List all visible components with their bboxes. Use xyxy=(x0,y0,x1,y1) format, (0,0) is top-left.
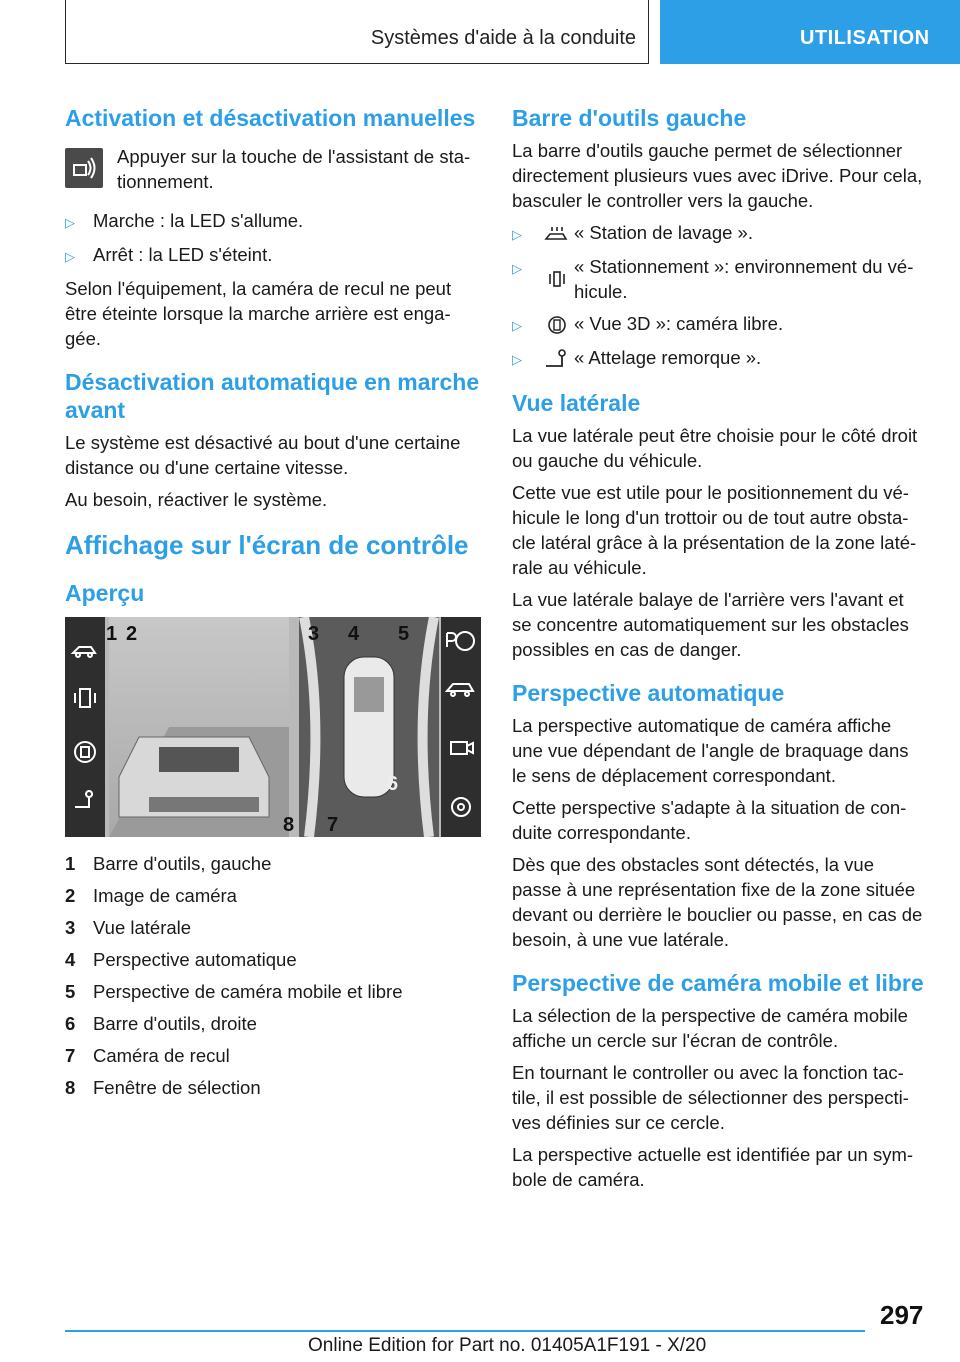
park-assist-button-row xyxy=(65,144,481,194)
activation-text: Appuyer sur la touche de l'assistant de sta-tionnement. xyxy=(117,146,471,192)
section-tab-label: UTILISATION xyxy=(800,27,930,49)
bullet-triangle-icon: ▷ xyxy=(65,215,75,230)
callout-8: 8 xyxy=(283,814,295,836)
callout-2: 2 xyxy=(126,623,138,645)
legend-row: 3 Vue latérale xyxy=(65,917,192,938)
figure-legend xyxy=(65,851,481,1100)
toolbar-text: La barre d'outils gauche permet de sélectionner directement plusieurs vues avec iDrive. Pour cela, basculer le controller vers la gauche. xyxy=(512,140,923,211)
legend-row: 6 Barre d'outils, droite xyxy=(65,1013,257,1034)
callout-7: 7 xyxy=(327,814,339,836)
legend-row: 1 Barre d'outils, gauche xyxy=(65,853,272,874)
callout-4: 4 xyxy=(348,623,360,645)
side-text-3: La vue latérale balaye de l'arrière vers l'avant et se concentre automatiquement sur les obstacles possibles en cas de danger. xyxy=(512,589,909,660)
callout-3: 3 xyxy=(308,623,320,645)
legend-row: 5 Perspective de caméra mobile et libre xyxy=(65,981,403,1002)
bullet-triangle-icon: ▷ xyxy=(65,249,75,264)
side-view-panel xyxy=(299,617,439,837)
trailer-hitch-icon xyxy=(540,345,574,372)
callout-5: 5 xyxy=(398,623,410,645)
chapter-title: Systèmes d'aide à la conduite xyxy=(370,27,636,49)
car-wash-icon xyxy=(540,220,574,247)
parking-sensor-icon xyxy=(540,254,574,304)
auto-text-1: Le système est désactivé au bout d'une certaine distance ou d'une certaine vitesse. xyxy=(65,432,461,478)
mobile-text-1: La sélection de la perspective de caméra mobile affiche un cercle sur l'écran de contrôle. xyxy=(512,1005,908,1051)
heading-auto-deactivation: Désactivation automatique en marche avant xyxy=(65,369,480,423)
heading-mobile-camera: Perspective de caméra mobile et libre xyxy=(512,970,924,996)
heading-side-view: Vue latérale xyxy=(512,390,641,416)
camera-image xyxy=(109,617,289,837)
persp-text-1: La perspective automatique de caméra affiche une vue dépendant de l'angle de braquage dans le sens de déplacement correspondant. xyxy=(512,715,909,786)
side-text-2: Cette vue est utile pour le positionnement du vé-hicule le long d'un trottoir ou de tout autre obsta-cle latéral grâce à la présentation de la zone laté-rale au véhicule. xyxy=(512,482,917,578)
left-toolbar xyxy=(65,617,105,837)
legend-row: 8 Fenêtre de sélection xyxy=(65,1077,261,1098)
legend-row: 4 Perspective automatique xyxy=(65,949,297,970)
heading-overview: Aperçu xyxy=(65,580,145,606)
bullet-triangle-icon: ▷ xyxy=(512,352,522,367)
list-item: ▷ « Attelage remorque ». xyxy=(512,345,927,372)
auto-text-2: Au besoin, réactiver le système. xyxy=(65,489,328,510)
page-number: 297 xyxy=(880,1300,924,1330)
callout-6: 6 xyxy=(387,773,399,795)
camera-display-figure xyxy=(65,617,481,837)
bullet-triangle-icon: ▷ xyxy=(512,318,522,333)
heading-auto-perspective: Perspective automatique xyxy=(512,680,785,706)
list-item: ▷ « Stationnement »: environnement du vé-hicule. xyxy=(512,256,914,302)
persp-text-3: Dès que des obstacles sont détectés, la vue passe à une représentation fixe de la zone située devant ou derrière le bouclier ou passe, en cas de besoin, à une vue latérale. xyxy=(512,854,923,950)
list-item: ▷ Arrêt : la LED s'éteint. xyxy=(65,242,481,269)
side-text-1: La vue latérale peut être choisie pour le côté droit ou gauche du véhicule. xyxy=(512,425,918,471)
3d-view-icon xyxy=(540,311,574,338)
header-frame xyxy=(65,0,649,64)
legend-row: 2 Image de caméra xyxy=(65,885,237,906)
heading-display: Affichage sur l'écran de contrôle xyxy=(65,530,469,560)
camera-note: Selon l'équipement, la caméra de recul ne peut être éteinte lorsque la marche arrière est enga-gée. xyxy=(65,278,452,349)
persp-text-2: Cette perspective s'adapte à la situation de con-duite correspondante. xyxy=(512,797,907,843)
right-column xyxy=(512,104,927,1199)
bullet-triangle-icon: ▷ xyxy=(512,261,522,276)
heading-activation: Activation et désactivation manuelles xyxy=(65,105,476,131)
mobile-text-2: En tournant le controller ou avec la fonction tac-tile, il est possible de sélectionner des perspecti-ves définies sur ce cercle. xyxy=(512,1062,909,1133)
list-item: ▷ Marche : la LED s'allume. xyxy=(65,208,481,235)
bullet-triangle-icon: ▷ xyxy=(512,227,522,242)
heading-left-toolbar: Barre d'outils gauche xyxy=(512,105,747,131)
list-item: ▷ « Station de lavage ». xyxy=(512,220,927,247)
list-item: ▷ « Vue 3D »: caméra libre. xyxy=(512,311,927,338)
legend-row: 7 Caméra de recul xyxy=(65,1045,230,1066)
park-assist-button-icon xyxy=(65,148,103,188)
footer-rule xyxy=(65,1330,865,1332)
led-bullets xyxy=(65,208,481,269)
right-toolbar xyxy=(441,617,481,837)
callout-1: 1 xyxy=(106,623,118,645)
toolbar-items xyxy=(512,220,927,372)
left-column xyxy=(65,104,481,1107)
mobile-text-3: La perspective actuelle est identifiée par un sym-bole de caméra. xyxy=(512,1144,914,1190)
edition-note: Online Edition for Part no. 01405A1F191 - X/20 xyxy=(308,1335,707,1356)
